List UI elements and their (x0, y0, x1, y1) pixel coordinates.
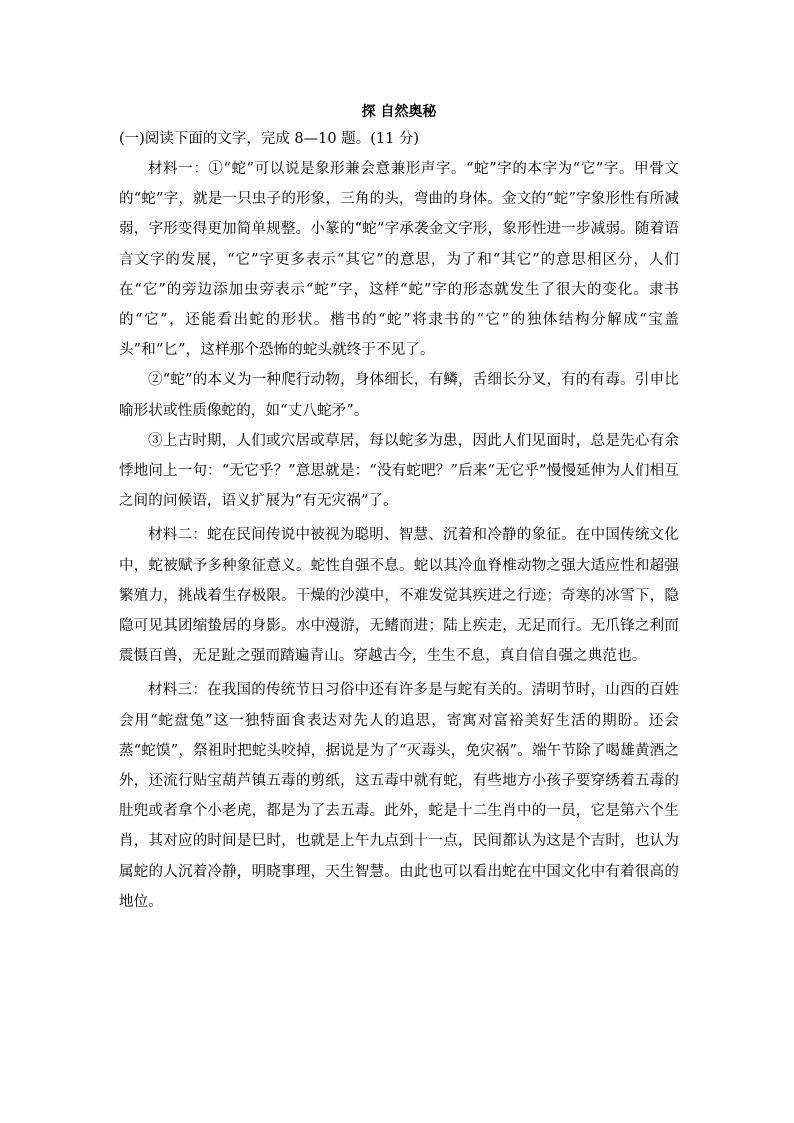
material-one-paragraph-3: ③上古时期，人们或穴居或草居，每以蛇多为患，因此人们见面时，总是先心有余悸地问上一句：“无它乎？”意思就是：“没有蛇吧？”后来“无它乎”慢慢延伸为人们相互之间的问候语，语义扩展为“有无灾祸”了。 (119, 432, 679, 510)
material-one-paragraph-2: ②“蛇”的本义为一种爬行动物，身体细长，有鳞，舌细长分叉，有的有毒。引申比喻形状或性质像蛇的，如“丈八蛇矛”。 (119, 372, 679, 419)
section-title: 探 自然奥秘 (361, 104, 437, 120)
document-page (119, 100, 679, 917)
material-three-paragraph: 材料三：在我国的传统节日习俗中还有许多是与蛇有关的。清明节时，山西的百姓会用“蛇盘兔”这一独特面食表达对先人的追思，寄寓对富裕美好生活的期盼。还会蒸“蛇馍”，祭祖时把蛇头咬掉，据说是为了“灭毒头，免灾祸”。端午节除了喝雄黄酒之外，还流行贴宝葫芦镇五毒的剪纸，这五毒中就有蛇，有些地方小孩子要穿绣着五毒的肚兜或者拿个小老虎，都是为了去五毒。此外，蛇是十二生肖中的一员，它是第六个生肖，其对应的时间是巳时，也就是上午九点到十一点，民间都认为这是个吉时，也认为属蛇的人沉着冷静，明晓事理，天生智慧。由此也可以看出蛇在中国文化中有着很高的地位。 (119, 682, 679, 910)
material-one-paragraph-1: 材料一：①“蛇”可以说是象形兼会意兼形声字。“蛇”字的本字为“它”字。甲骨文的“蛇”字，就是一只虫子的形象，三角的头，弯曲的身体。金文的“蛇”字象形性有所减弱，字形变得更加简单规整。小篆的“蛇”字承袭金文字形，象形性进一步减弱。随着语言文字的发展，“它”字更多表示“其它”的意思，为了和“其它”的意思相区分，人们在“它”的旁边添加虫旁表示“蛇”字，这样“蛇”字的形态就发生了很大的变化。隶书的“它”，还能看出蛇的形状。楷书的“蛇”将隶书的“它”的独体结构分解成“宝盖头”和“匕”，这样那个恐怖的蛇头就终于不见了。 (119, 161, 679, 359)
question-instruction: (一)阅读下面的文字，完成 8—10 题。(11 分) (119, 131, 420, 147)
material-two-paragraph: 材料二：蛇在民间传说中被视为聪明、智慧、沉着和冷静的象征。在中国传统文化中，蛇被赋予多种象征意义。蛇性自强不息。蛇以其冷血脊椎动物之强大适应性和超强繁殖力，挑战着生存极限。干燥的沙漠中，不难发觉其疾进之行迹；奇寒的冰雪下，隐隐可见其团缩蛰居的身影。水中漫游，无鳍而进；陆上疾走，无足而行。无爪锋之利而震慑百兽，无足趾之强而踏遍青山。穿越古今，生生不息，真自信自强之典范也。 (119, 527, 679, 665)
